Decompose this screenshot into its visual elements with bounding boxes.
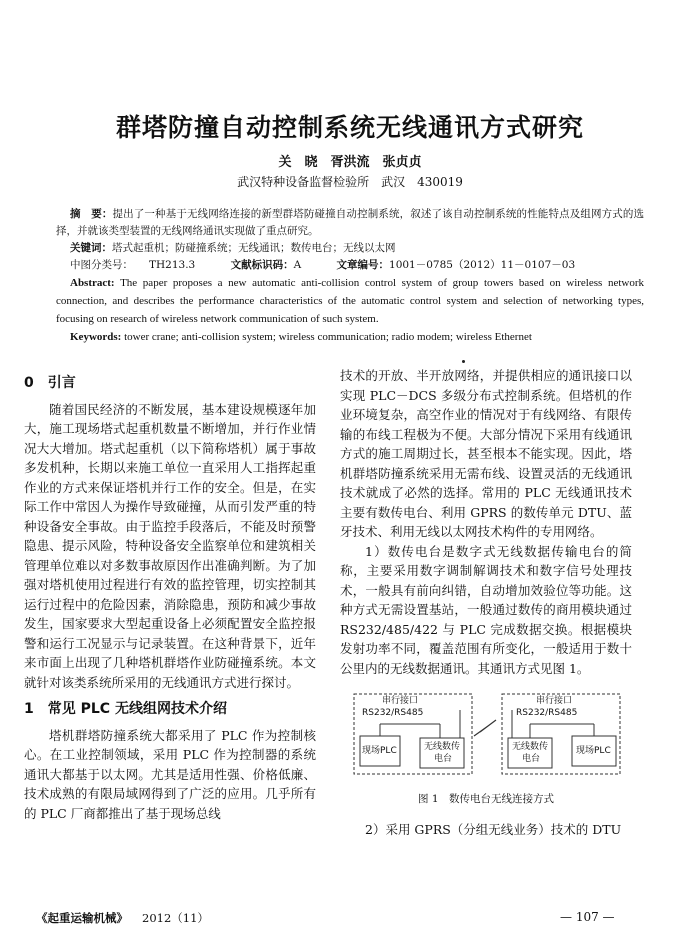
section-0-title: 引言 — [47, 375, 76, 391]
authors: 关 晓 胥洪流 张贞贞 — [278, 155, 422, 170]
abstract-cn-label: 摘 要： — [70, 208, 113, 220]
keywords-cn-label: 关键词： — [70, 242, 112, 254]
keywords-cn-text: 塔式起重机；防碰撞系统；无线通讯；数传电台；无线以太网 — [112, 242, 396, 254]
doc-code-value: A — [293, 259, 302, 271]
article-id — [337, 259, 592, 271]
abstract-block — [56, 206, 644, 346]
section-1-title: 常见 PLC 无线组网技术介绍 — [47, 701, 227, 717]
left-serial-label: 串行接口 — [382, 696, 419, 706]
abstract-cn-text: 提出了一种基于无线网络连接的新型群塔防碰撞自动控制系统，叙述了该自动控制系统的性能特点及组网方式的选择，并就该类型装置的无线网络通讯实现做了重点研究。 — [56, 208, 645, 237]
right-paragraph-1: 技术的开放、半开放网络，并提供相应的通讯接口以实现 PLC－DCS 多级分布式控制系统。但塔机的作业环境复杂，高空作业的情况对于有线网络、有限传输的布线工程极为不便。大部分情况下采用有线通讯方式的施工周期过长，甚至根本不能实现。因此，塔机群塔防撞系统采用无需布线、设置灵活的无线通讯技术就成了必然的选择。常用的 PLC 无线通讯技术主要有数传电台、利用 GPRS 的数传单元 DTU、蓝牙技术、利用无线以太网技术构件的专用网络。 — [340, 368, 632, 539]
clc — [70, 259, 211, 271]
figure-1-caption: 图 1 数传电台无线连接方式 — [417, 793, 555, 805]
section-0-heading — [24, 374, 316, 394]
section-1-heading — [24, 700, 316, 720]
right-paragraph-2: 1）数传电台是数字式无线数据传输电台的简称，主要采用数字调制解调技术和数字信号处理技术，一般具有前向纠错，自动增加效验位等功能。这种方式无需设置基站，一般通过数传的商用模块通过 RS232/485/422 与 PLC 完成数据交换。根据模块发射功率不同，覆盖范围有所变化，一般适用于数十公里内的无线数据通讯。其通讯方式见图 1。 — [340, 543, 632, 676]
abstract-en-label: Abstract: — [70, 277, 115, 289]
journal-name: 《起重运输机械》 — [36, 911, 128, 925]
right-column — [340, 366, 632, 839]
page-number: — 107 — — [560, 910, 615, 924]
paper-title: 群塔防撞自动控制系统无线通讯方式研究 — [115, 113, 584, 142]
affiliation: 武汉特种设备监督检验所 武汉 430019 — [237, 175, 463, 189]
clc-value: TH213.3 — [149, 259, 196, 271]
keywords-cn — [56, 240, 644, 257]
right-serial-label-2: RS232/RS485 — [516, 708, 578, 718]
meta-line — [56, 257, 644, 274]
section-1-number: 1 — [24, 701, 34, 717]
doc-code — [231, 259, 318, 271]
footer-journal — [36, 910, 209, 926]
right-paragraph-3: 2）采用 GPRS（分组无线业务）技术的 DTU — [365, 821, 622, 837]
left-plc-label: 现场PLC — [362, 746, 397, 756]
left-serial-label-2: RS232/RS485 — [362, 708, 424, 718]
abstract-en-text: The paper proposes a new automatic anti-collision control system of group towers based on wireless network connection, and describes the performance characteristics of the automatic control system and selection of networking types, focusing on research of wireless network communication of such system. — [56, 277, 644, 325]
keywords-en — [56, 328, 644, 346]
section-0-paragraph: 随着国民经济的不断发展，基本建设规模逐年加大，施工现场塔式起重机数量不断增加，并行作业情况大大增加。塔式起重机（以下简称塔机）属于事故多发机种，长期以来施工单位一直采用人工指挥起重作业的方式来保证塔机并行工作的安全。但是，在实际工作中常因人为操作导致碰撞，从而引发严重的特种设备安全事故。由于监控手段落后，不能及时预警隐患、提示风险，特种设备安全监察单位和建筑相关管理单位难以对多数事故原因作出准确判断。为了加强对塔机使用过程进行有效的监控管理，切实控制其运行过程中的危险因素，消除隐患，预防和减少事故发生，国家要求大型起重设备上必须配置安全监控报警和运行工况显示与记录装置。在这种背景下，近年来市面上出现了几种塔机群塔作业防碰撞系统。本文就针对该类系统所采用的无线通讯方式进行探讨。 — [24, 401, 316, 690]
separator-dot — [462, 360, 465, 363]
figure-1 — [340, 688, 632, 788]
abstract-en — [56, 274, 644, 328]
clc-label: 中图分类号： — [70, 259, 133, 271]
article-id-value: 1001－0785（2012）11－0107－03 — [389, 259, 576, 271]
abstract-cn — [56, 206, 644, 240]
right-radio-label-2: 电台 — [522, 754, 541, 764]
left-radio-label: 无线数传 — [424, 742, 461, 752]
doc-code-label: 文献标识码： — [230, 259, 294, 271]
section-1-paragraph: 塔机群塔防撞系统大都采用了 PLC 作为控制核心。在工业控制领域，采用 PLC 作为控制器的系统通讯大都基于以太网。尤其是适用性强、价格低廉、技术成熟的有限局域网得到了广泛的应用。几乎所有的 PLC 厂商都推出了基于现场总线 — [24, 727, 316, 821]
right-plc-label: 现场PLC — [576, 746, 611, 756]
journal-issue: 2012（11） — [142, 911, 209, 925]
right-radio-label: 无线数传 — [512, 742, 549, 752]
keywords-en-label: Keywords: — [70, 331, 122, 343]
article-id-label: 文章编号： — [336, 259, 390, 271]
left-radio-label-2: 电台 — [434, 754, 453, 764]
keywords-en-text: tower crane; anti-collision system; wireless communication; radio modem; wireless Ethernet — [124, 331, 532, 343]
right-serial-label: 串行接口 — [536, 696, 573, 706]
section-0-number: 0 — [24, 375, 34, 391]
left-column — [24, 370, 316, 823]
wireless-link-icon — [474, 720, 496, 736]
